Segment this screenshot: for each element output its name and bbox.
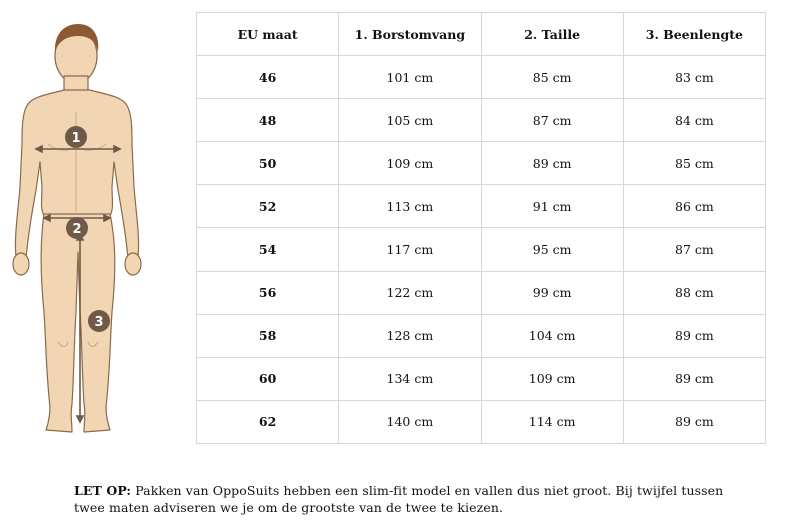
marker-3-label: 3 [94,315,104,330]
size-cell: 56 [197,271,339,314]
body-measurement-figure [0,12,180,442]
size-cell: 46 [197,56,339,99]
size-cell: 60 [197,357,339,400]
table-row [197,185,766,228]
waist-cell: 87 cm [481,99,623,142]
table-header-row [197,13,766,56]
size-cell: 48 [197,99,339,142]
size-cell: 52 [197,185,339,228]
note-text-2: twee maten adviseren we je om de grootste van de twee te kiezen. [74,500,504,515]
waist-cell: 104 cm [481,314,623,357]
leg-cell: 86 cm [623,185,765,228]
size-cell: 58 [197,314,339,357]
leg-cell: 88 cm [623,271,765,314]
size-chart-table [196,12,766,444]
fit-note [74,482,774,516]
header-eu-size: EU maat [197,13,339,56]
waist-cell: 114 cm [481,400,623,443]
note-label: LET OP: [74,483,132,498]
waist-cell: 91 cm [481,185,623,228]
table-row [197,142,766,185]
waist-cell: 95 cm [481,228,623,271]
chest-cell: 101 cm [339,56,481,99]
table-row [197,56,766,99]
leg-cell: 89 cm [623,314,765,357]
table-row [197,357,766,400]
marker-2-label: 2 [72,222,82,237]
table-row [197,99,766,142]
leg-cell: 85 cm [623,142,765,185]
waist-cell: 89 cm [481,142,623,185]
chest-cell: 140 cm [339,400,481,443]
chest-cell: 128 cm [339,314,481,357]
table-row [197,314,766,357]
leg-cell: 87 cm [623,228,765,271]
waist-cell: 85 cm [481,56,623,99]
table-row [197,228,766,271]
size-cell: 62 [197,400,339,443]
size-cell: 54 [197,228,339,271]
chest-cell: 134 cm [339,357,481,400]
waist-cell: 109 cm [481,357,623,400]
size-cell: 50 [197,142,339,185]
note-text-1: Pakken van OppoSuits hebben een slim-fit model en vallen dus niet groot. Bij twijfel tussen [131,483,724,498]
chest-cell: 122 cm [339,271,481,314]
leg-cell: 83 cm [623,56,765,99]
header-waist: 2. Taille [481,13,623,56]
header-leg-length: 3. Beenlengte [623,13,765,56]
marker-3 [88,310,110,332]
chest-cell: 109 cm [339,142,481,185]
chest-cell: 105 cm [339,99,481,142]
chest-cell: 117 cm [339,228,481,271]
chest-cell: 113 cm [339,185,481,228]
table-row [197,271,766,314]
marker-2 [66,217,88,239]
table-body [197,56,766,444]
table-row [197,400,766,443]
marker-1 [65,126,87,148]
marker-1-label: 1 [71,131,81,146]
note-line-1 [74,482,774,499]
waist-cell: 99 cm [481,271,623,314]
leg-cell: 89 cm [623,400,765,443]
leg-cell: 84 cm [623,99,765,142]
header-chest: 1. Borstomvang [339,13,481,56]
leg-cell: 89 cm [623,357,765,400]
